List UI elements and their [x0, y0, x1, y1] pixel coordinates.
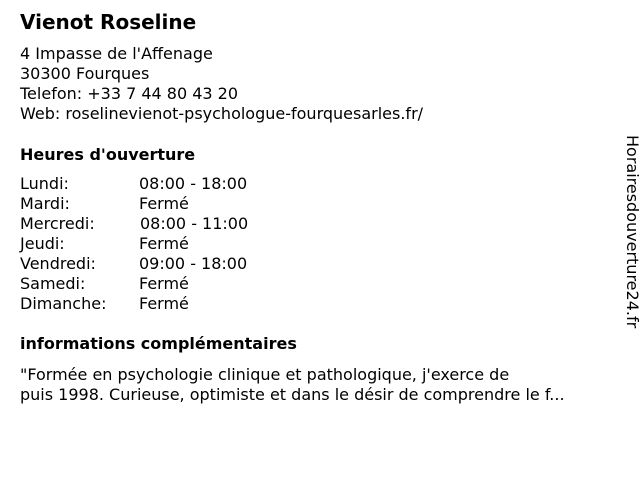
hours-value: 08:00 - 18:00	[139, 174, 248, 193]
day-label: Vendredi:	[20, 254, 96, 273]
additional-info-text	[20, 365, 620, 405]
hours-row-tuesday	[20, 194, 320, 214]
address-city: 30300 Fourques	[20, 64, 150, 83]
website-link[interactable]: Web: roselinevienot-psychologue-fourquesarles.fr/	[20, 104, 424, 123]
day-label: Mercredi:	[20, 214, 95, 233]
business-name: Vienot Roseline	[20, 10, 197, 34]
day-label: Lundi:	[20, 174, 69, 193]
hours-value: Fermé	[139, 294, 189, 313]
day-label: Jeudi:	[20, 234, 65, 253]
hours-row-sunday	[20, 294, 320, 314]
hours-value: 09:00 - 18:00	[139, 254, 248, 273]
opening-hours-heading: Heures d'ouverture	[20, 145, 196, 164]
description-line-1: "Formée en psychologie clinique et pathologique, j'exerce de	[20, 365, 510, 384]
address-street: 4 Impasse de l'Affenage	[20, 44, 213, 63]
hours-row-saturday	[20, 274, 320, 294]
hours-value: Fermé	[139, 234, 189, 253]
hours-row-monday	[20, 174, 320, 194]
opening-hours-table	[20, 174, 320, 314]
hours-value: Fermé	[139, 194, 189, 213]
phone-number[interactable]: Telefon: +33 7 44 80 43 20	[20, 84, 239, 103]
hours-value: 08:00 - 11:00	[140, 214, 249, 233]
additional-info-heading: informations complémentaires	[20, 334, 297, 353]
day-label: Mardi:	[20, 194, 70, 213]
address-block	[20, 44, 423, 124]
description-line-2: puis 1998. Curieuse, optimiste et dans le désir de comprendre le f...	[20, 385, 565, 404]
day-label: Samedi:	[20, 274, 86, 293]
hours-row-thursday	[20, 234, 320, 254]
hours-value: Fermé	[139, 274, 189, 293]
hours-row-friday	[20, 254, 320, 274]
hours-row-wednesday	[20, 214, 320, 234]
site-watermark: Horairesdouverture24.fr	[623, 135, 642, 329]
day-label: Dimanche:	[20, 294, 107, 313]
